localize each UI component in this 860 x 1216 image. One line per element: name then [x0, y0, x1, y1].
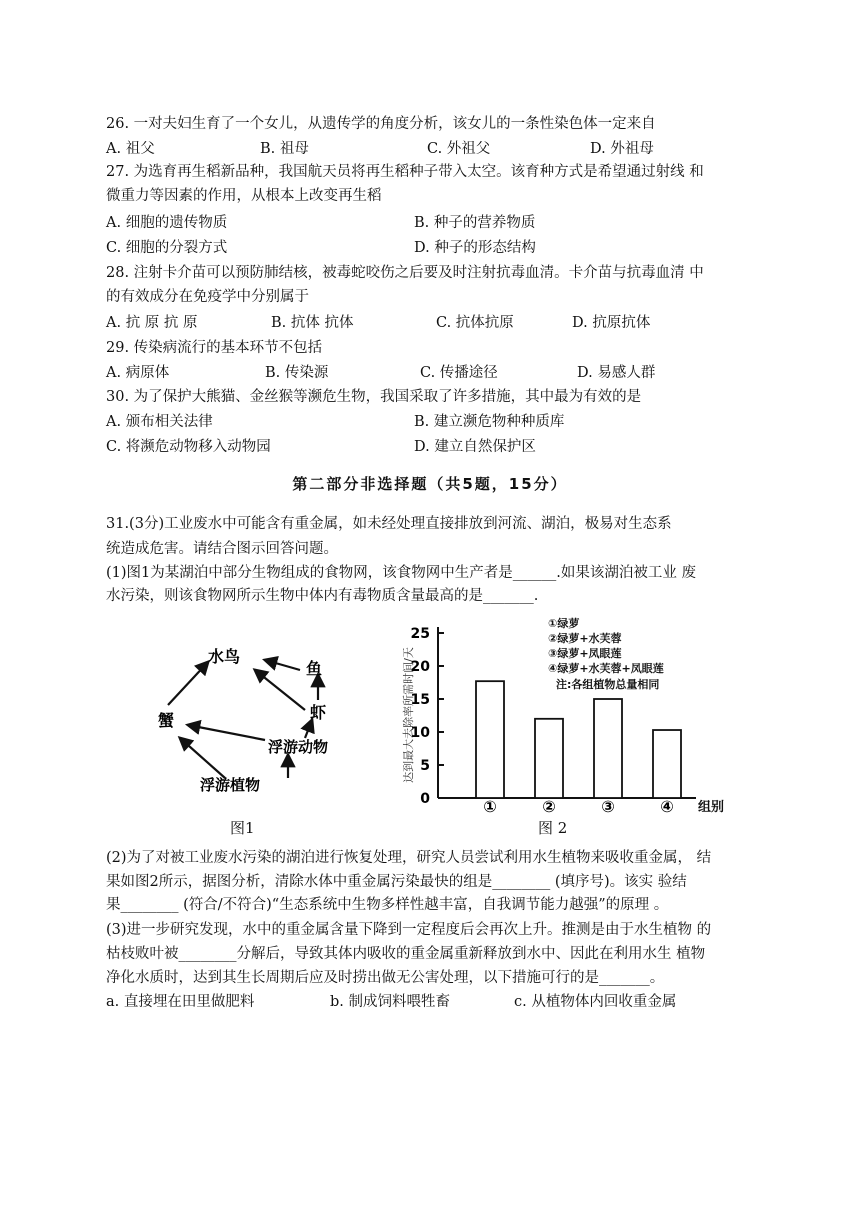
q26-option-b: B. 祖母	[260, 141, 309, 157]
q26-stem: 26. 一对夫妇生育了一个女儿，从遗传学的角度分析，该女儿的一条性染色体一定来自	[106, 116, 656, 132]
y-tick-label: 20	[410, 659, 430, 675]
y-tick-label: 10	[410, 725, 430, 741]
q27-option-b: B. 种子的营养物质	[414, 215, 536, 231]
q31-part3-option-c: c. 从植物体内回收重金属	[514, 994, 677, 1010]
q30-option-a: A. 颁布相关法律	[106, 414, 213, 430]
q30-option-c: C. 将濒危动物移入动物园	[106, 439, 271, 455]
q31-intro-line2: 统造成危害。请结合图示回答问题。	[106, 541, 338, 557]
q28-stem-line1: 28. 注射卡介苗可以预防肺结核，被毒蛇咬伤之后要及时注射抗毒血清。卡介苗与抗毒血清 中	[106, 265, 704, 281]
legend-item-4: ④绿萝+水芙蓉+凤眼莲	[548, 662, 664, 675]
bar-group-2	[535, 719, 563, 798]
legend-item-1: ①绿萝	[548, 617, 580, 630]
q31-part2-line1: (2)为了对被工业废水污染的湖泊进行恢复处理，研究人员尝试利用水生植物来吸收重金属， 结	[106, 850, 712, 866]
q29-option-c: C. 传播途径	[420, 365, 498, 381]
arrow-fish-to-bird	[265, 660, 300, 670]
q28-option-b: B. 抗体 抗体	[271, 315, 354, 331]
q27-option-d: D. 种子的形态结构	[414, 240, 536, 256]
arrow-zooplankton-to-crab	[188, 725, 265, 740]
node-phytoplankton: 浮游植物	[200, 776, 261, 794]
bar-group-1	[476, 681, 504, 798]
legend-item-3: ③绿萝+凤眼莲	[548, 647, 622, 660]
q31-part3-line2: 枯枝败叶被________分解后，导致其体内吸收的重金属重新释放到水中、因此在利用水生 植物	[106, 946, 706, 962]
q31-part2-line3: 果________ (符合/不符合)“生态系统中生物多样性越丰富，自我调节能力越强”的原理 。	[106, 897, 669, 913]
x-tick-label: ①	[483, 797, 497, 816]
chart-legend	[548, 616, 664, 691]
q28-option-c: C. 抗体抗原	[436, 315, 514, 331]
q29-stem: 29. 传染病流行的基本环节不包括	[106, 340, 323, 356]
q30-stem: 30. 为了保护大熊猫、金丝猴等濒危生物，我国采取了许多措施，其中最为有效的是	[106, 389, 642, 405]
q29-option-d: D. 易感人群	[577, 365, 656, 381]
q30-option-b: B. 建立濒危物种种质库	[414, 414, 565, 430]
q29-option-a: A. 病原体	[106, 365, 170, 381]
arrow-zooplankton-to-shrimp	[305, 720, 312, 738]
q31-intro-line1: 31.(3分)工业废水中可能含有重金属，如未经处理直接排放到河流、湖泊，极易对生态系	[106, 516, 672, 532]
food-web-diagram	[140, 630, 390, 815]
y-tick-label: 15	[410, 692, 430, 708]
x-tick-label: ③	[601, 797, 615, 816]
part2-title: 第二部分非选择题（共5题，15分）	[292, 475, 568, 493]
arrow-crab-to-bird	[168, 662, 208, 705]
q26-option-c: C. 外祖父	[427, 141, 491, 157]
figure1-caption: 图1	[230, 819, 255, 837]
q31-part3-line1: (3)进一步研究发现，水中的重金属含量下降到一定程度后会再次上升。推测是由于水生植物 的	[106, 922, 712, 938]
q31-part3-option-b: b. 制成饲料喂牲畜	[330, 994, 450, 1010]
legend-note: 注:各组植物总量相同	[556, 678, 660, 691]
q30-option-d: D. 建立自然保护区	[414, 439, 536, 455]
node-zooplankton: 浮游动物	[268, 738, 329, 756]
bar-chart	[398, 615, 738, 820]
node-fish: 鱼	[306, 659, 323, 678]
q29-option-b: B. 传染源	[265, 365, 329, 381]
y-tick-label: 0	[420, 791, 430, 807]
y-tick-label: 25	[410, 626, 430, 642]
bar-group-4	[653, 730, 681, 798]
q26-option-d: D. 外祖母	[590, 141, 654, 157]
node-bird: 水鸟	[208, 647, 241, 666]
x-tick-label: ②	[542, 797, 556, 816]
q28-option-d: D. 抗原抗体	[572, 315, 651, 331]
q27-stem-line2: 微重力等因素的作用，从根本上改变再生稻	[106, 188, 382, 204]
arrow-phytoplankton-to-crab	[180, 738, 225, 778]
x-axis-label: 组别	[698, 800, 725, 815]
x-tick-label: ④	[660, 797, 674, 816]
q26-option-a: A. 祖父	[106, 141, 155, 157]
arrow-shrimp-to-bird	[255, 670, 305, 710]
q27-stem-line1: 27. 为选育再生稻新品种，我国航天员将再生稻种子带入太空。该育种方式是希望通过射线 和	[106, 164, 704, 180]
q28-option-a: A. 抗 原 抗 原	[106, 315, 198, 331]
y-axis-label: 达到最大去除率所需时间/天	[402, 647, 415, 783]
q28-stem-line2: 的有效成分在免疫学中分别属于	[106, 289, 309, 305]
legend-item-2: ②绿萝+水芙蓉	[548, 632, 622, 645]
q27-option-a: A. 细胞的遗传物质	[106, 215, 228, 231]
q31-part1-line1: (1)图1为某湖泊中部分生物组成的食物网，该食物网中生产者是______.如果该湖泊被工业 废	[106, 565, 696, 581]
y-tick-label: 5	[420, 758, 430, 774]
bar-group-3	[594, 699, 622, 798]
q31-part2-line2: 果如图2所示，据图分析，清除水体中重金属污染最快的组是________ (填序号)。该实 验结	[106, 874, 687, 890]
figure2-caption: 图 2	[538, 819, 568, 837]
node-crab: 蟹	[158, 711, 175, 730]
q31-part3-option-a: a. 直接埋在田里做肥料	[106, 994, 255, 1010]
node-shrimp: 虾	[310, 703, 327, 722]
q31-part3-line3: 净化水质时，达到其生长周期后应及时捞出做无公害处理，以下措施可行的是_______。	[106, 970, 665, 986]
q31-part1-line2: 水污染，则该食物网所示生物中体内有毒物质含量最高的是_______.	[106, 588, 539, 604]
q27-option-c: C. 细胞的分裂方式	[106, 240, 228, 256]
